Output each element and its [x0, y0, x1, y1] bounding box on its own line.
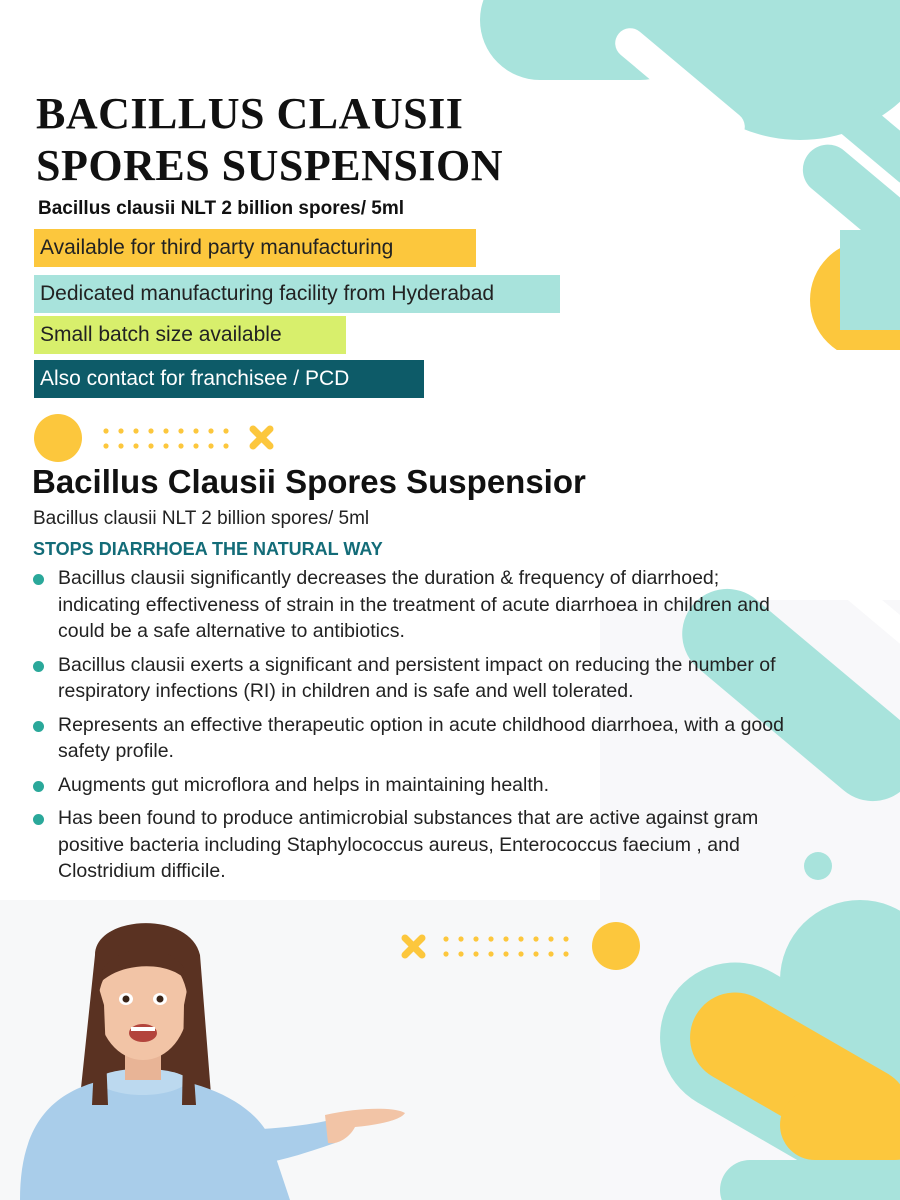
bullet-icon: [33, 781, 44, 792]
benefit-text: Bacillus clausii exerts a significant and persistent impact on reducing the number of respiratory infections (RI) in children and is safe and well tolerated.: [58, 653, 776, 702]
product-tagline: STOPS DIARRHOEA THE NATURAL WAY: [33, 539, 383, 559]
benefit-text: Augments gut microflora and helps in maintaining health.: [58, 773, 550, 796]
benefit-text: Represents an effective therapeutic option in acute childhood diarrhoea, with a good safety profile.: [58, 713, 784, 762]
title-line-2: SPORES SUSPENSION: [36, 141, 503, 190]
list-item: [32, 565, 802, 645]
product-composition: Bacillus clausii NLT 2 billion spores/ 5ml: [33, 508, 370, 529]
list-item: [32, 805, 802, 885]
tag-franchise: Also contact for franchisee / PCD: [34, 360, 424, 398]
bullet-icon: [33, 574, 44, 585]
tag-facility: Dedicated manufacturing facility from Hyderabad: [34, 275, 560, 313]
list-item: [32, 712, 802, 765]
list-item: [32, 652, 802, 705]
product-name: Bacillus Clausii Spores Suspensior: [32, 463, 586, 500]
list-item: [32, 772, 802, 799]
woman-illustration: [0, 915, 420, 1200]
page-title: [36, 88, 503, 192]
benefit-list: [32, 565, 802, 892]
bullet-icon: [33, 721, 44, 732]
title-line-1: BACILLUS CLAUSII: [36, 89, 464, 138]
bullet-icon: [33, 814, 44, 825]
bullet-icon: [33, 661, 44, 672]
composition-subtitle: Bacillus clausii NLT 2 billion spores/ 5ml: [38, 198, 405, 219]
benefit-text: Bacillus clausii significantly decreases the duration & frequency of diarrhoed; indicating effectiveness of strain in the treatment of acute diarrhoea in children and could be a safe alternative to antibiotics.: [58, 567, 770, 642]
tag-small-batch: Small batch size available: [34, 316, 346, 354]
benefit-text: Has been found to produce antimicrobial substances that are active against gram positive bacteria including Staphylococcus aureus, Enterococcus faecium , and Clostridium difficile.: [58, 807, 759, 882]
tag-third-party: Available for third party manufacturing: [34, 229, 476, 267]
